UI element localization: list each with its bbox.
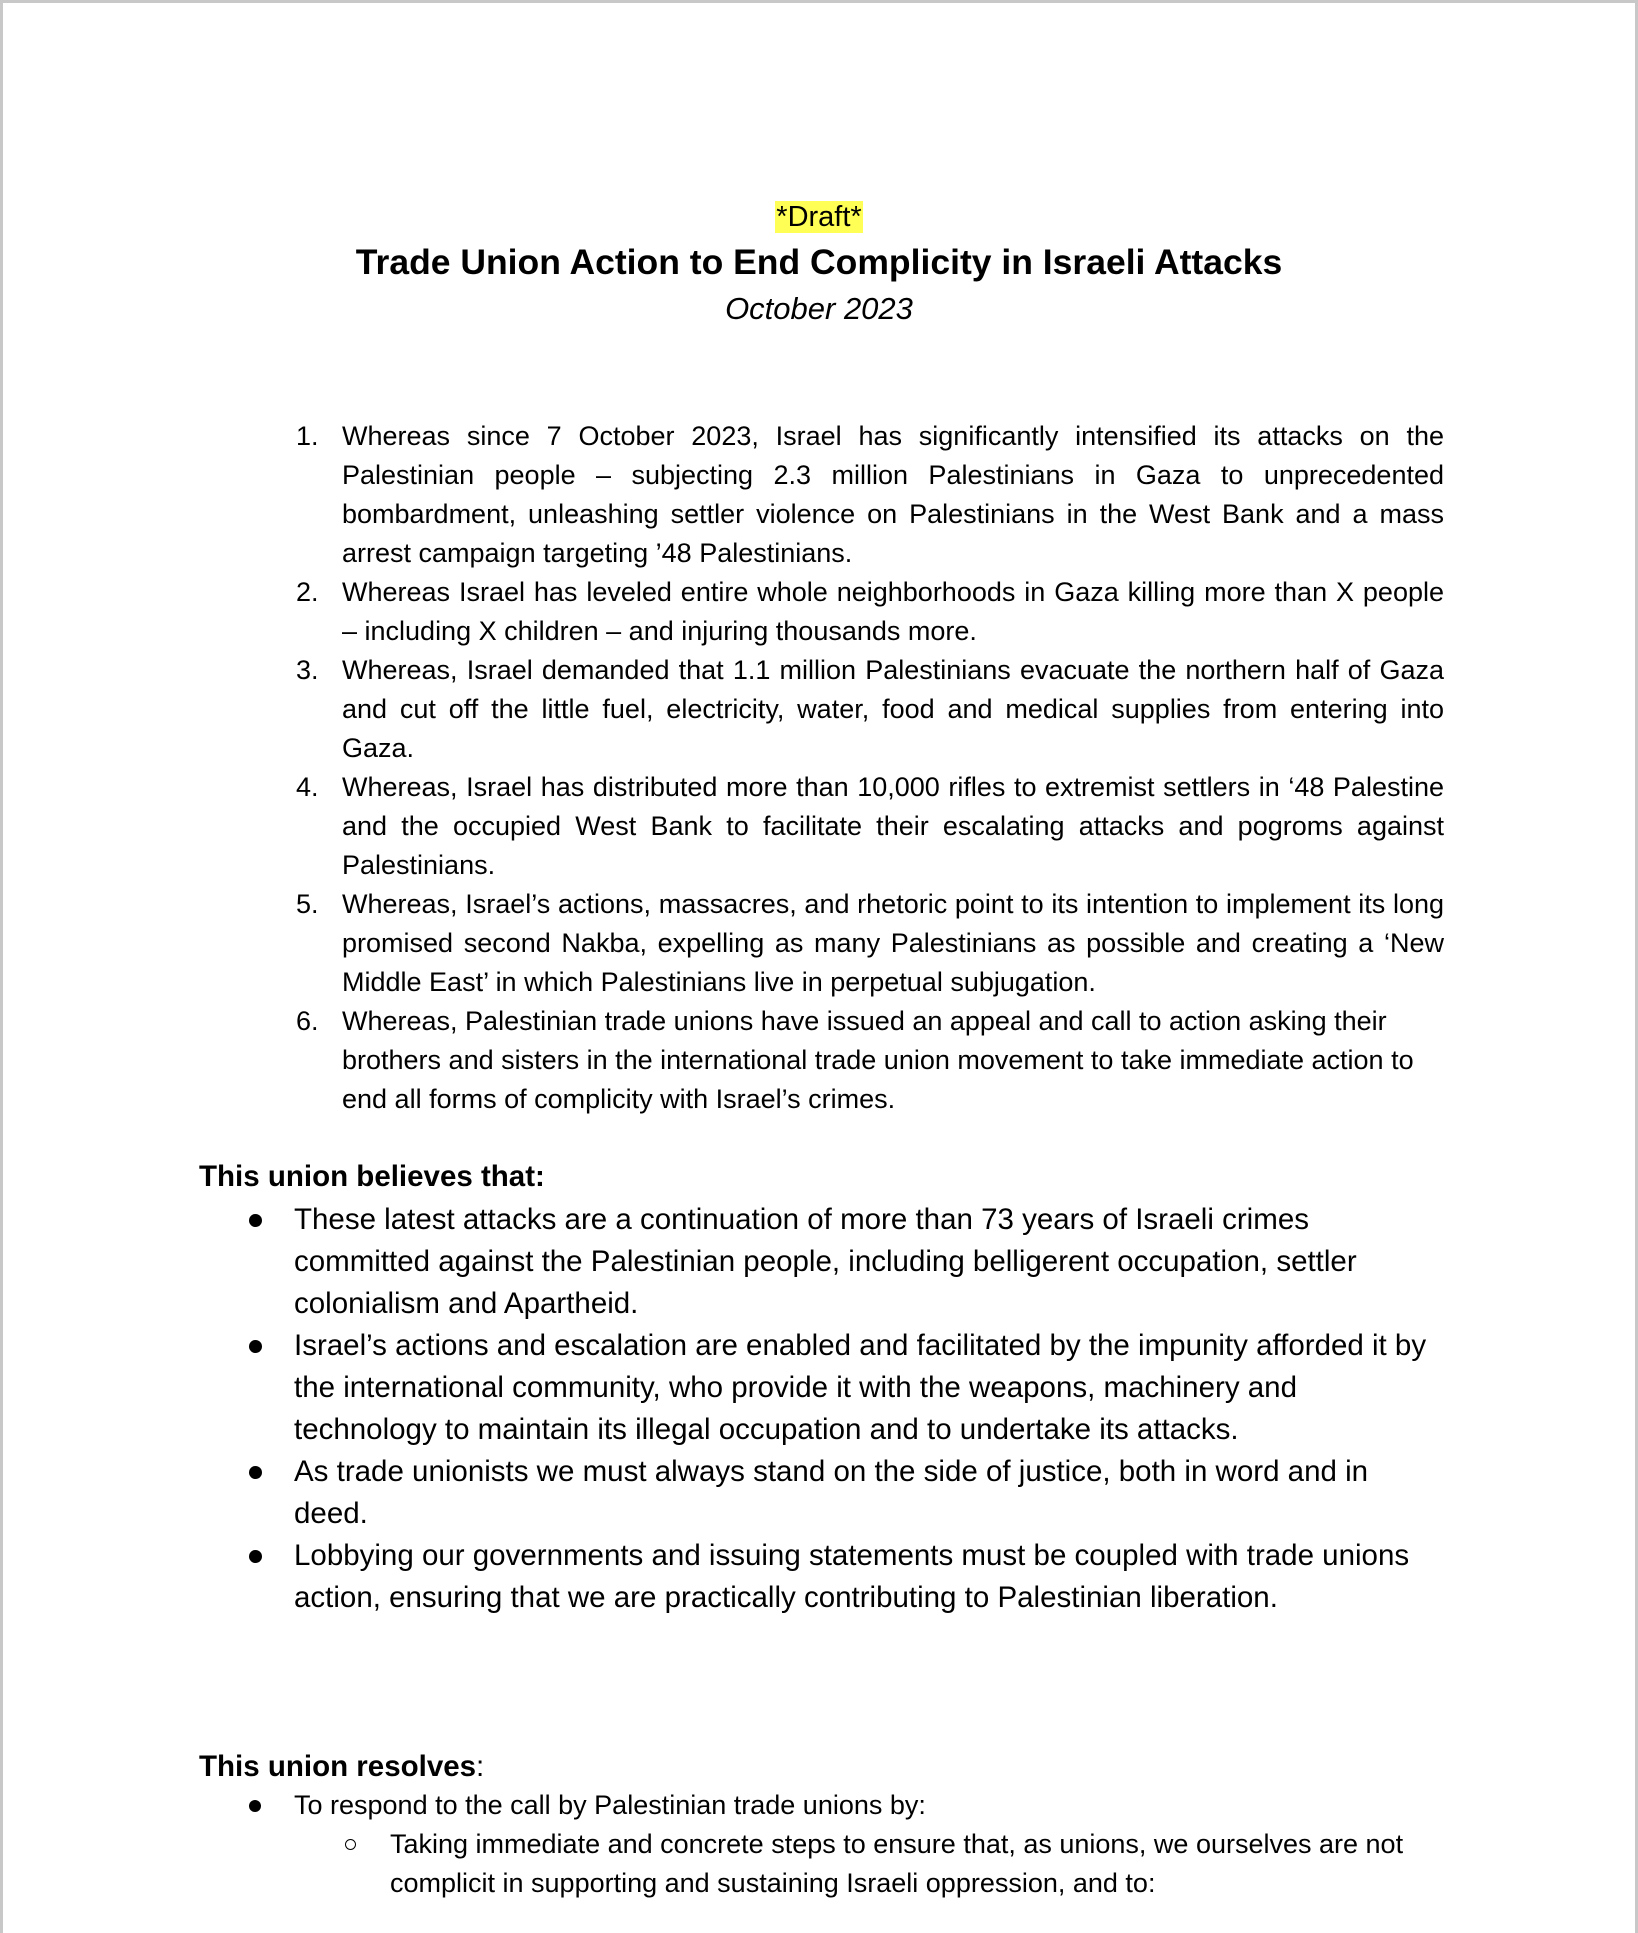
bullet-icon [249,1550,262,1563]
belief-text: As trade unionists we must always stand on the side of justice, both in word and in deed. [294,1455,1369,1530]
bullet-icon [249,1214,262,1227]
belief-text: Israel’s actions and escalation are enabled and facilitated by the impunity afforded it by the international community, who provide it with the weapons, machinery and technology to maintain its illegal occupation and to undertake its attacks. [294,1329,1427,1446]
whereas-clause [296,1002,1444,1119]
belief-item [249,1325,1429,1451]
resolves-list [249,1786,1449,1903]
whereas-clause [296,768,1444,885]
hollow-bullet-icon [345,1839,356,1850]
clause-number: 1. [296,421,319,451]
beliefs-heading: This union believes that: [199,1160,545,1193]
bullet-icon [249,1340,262,1353]
bullet-icon [249,1800,261,1812]
document-title: Trade Union Action to End Complicity in Israeli Attacks [355,242,1283,282]
resolve-item [249,1786,1449,1903]
whereas-clause [296,573,1444,651]
draft-highlight: *Draft* [776,201,862,233]
resolve-sub-text: Taking immediate and concrete steps to ensure that, as unions, we ourselves are not complicit in supporting and sustaining Israeli oppression, and to: [390,1829,1404,1898]
belief-text: Lobbying our governments and issuing statements must be coupled with trade unions action, ensuring that we are practically contributing to Palestinian liberation. [294,1539,1410,1614]
whereas-clause [296,651,1444,768]
resolves-heading [199,1747,484,1787]
belief-item [249,1535,1429,1619]
clause-number: 6. [296,1006,319,1036]
whereas-clause [296,417,1444,573]
clause-text: Whereas, Israel’s actions, massacres, and rhetoric point to its intention to implement its long promised second Nakba, expelling as many Palestinians as possible and creating a ‘New Middle East’ in which Palestinians live in perpetual subjugation. [342,889,1444,997]
clause-text: Whereas Israel has leveled entire whole neighborhoods in Gaza killing more than X people – including X children – and injuring thousands more. [342,577,1444,646]
resolves-heading-text: This union resolves [199,1750,477,1783]
clause-number: 5. [296,889,319,919]
draft-label [3,199,1635,235]
belief-item [249,1199,1429,1325]
resolve-text: To respond to the call by Palestinian trade unions by: [294,1790,926,1820]
whereas-clause [296,885,1444,1002]
bullet-icon [249,1466,262,1479]
resolve-sub-item [345,1825,1435,1903]
clause-text: Whereas, Palestinian trade unions have issued an appeal and call to action asking their brothers and sisters in the international trade union movement to take immediate action to end all forms of complicity with Israel’s crimes. [342,1006,1414,1114]
clause-number: 3. [296,655,319,685]
resolves-heading-colon: : [476,1750,485,1783]
clause-number: 2. [296,577,319,607]
beliefs-list [249,1199,1429,1619]
belief-item [249,1451,1429,1535]
belief-text: These latest attacks are a continuation of more than 73 years of Israeli crimes committed against the Palestinian people, including belligerent occupation, settler colonialism and Apartheid. [294,1203,1357,1320]
clause-text: Whereas since 7 October 2023, Israel has significantly intensified its attacks on the Palestinian people – subjecting 2.3 million Palestinians in Gaza to unprecedented bombardment, unleashing settler violence on Palestinians in the West Bank and a mass arrest campaign targeting ’48 Palestinians. [342,421,1444,568]
document-date: October 2023 [725,291,913,326]
clause-text: Whereas, Israel demanded that 1.1 million Palestinians evacuate the northern half of Gaza and cut off the little fuel, electricity, water, food and medical supplies from entering into Gaza. [342,655,1444,763]
clause-text: Whereas, Israel has distributed more than 10,000 rifles to extremist settlers in ‘48 Palestine and the occupied West Bank to facilitate their escalating attacks and pogroms against Palestinians. [342,772,1444,880]
resolve-sub-list [345,1825,1435,1903]
clause-number: 4. [296,772,319,802]
whereas-list [296,417,1444,1119]
